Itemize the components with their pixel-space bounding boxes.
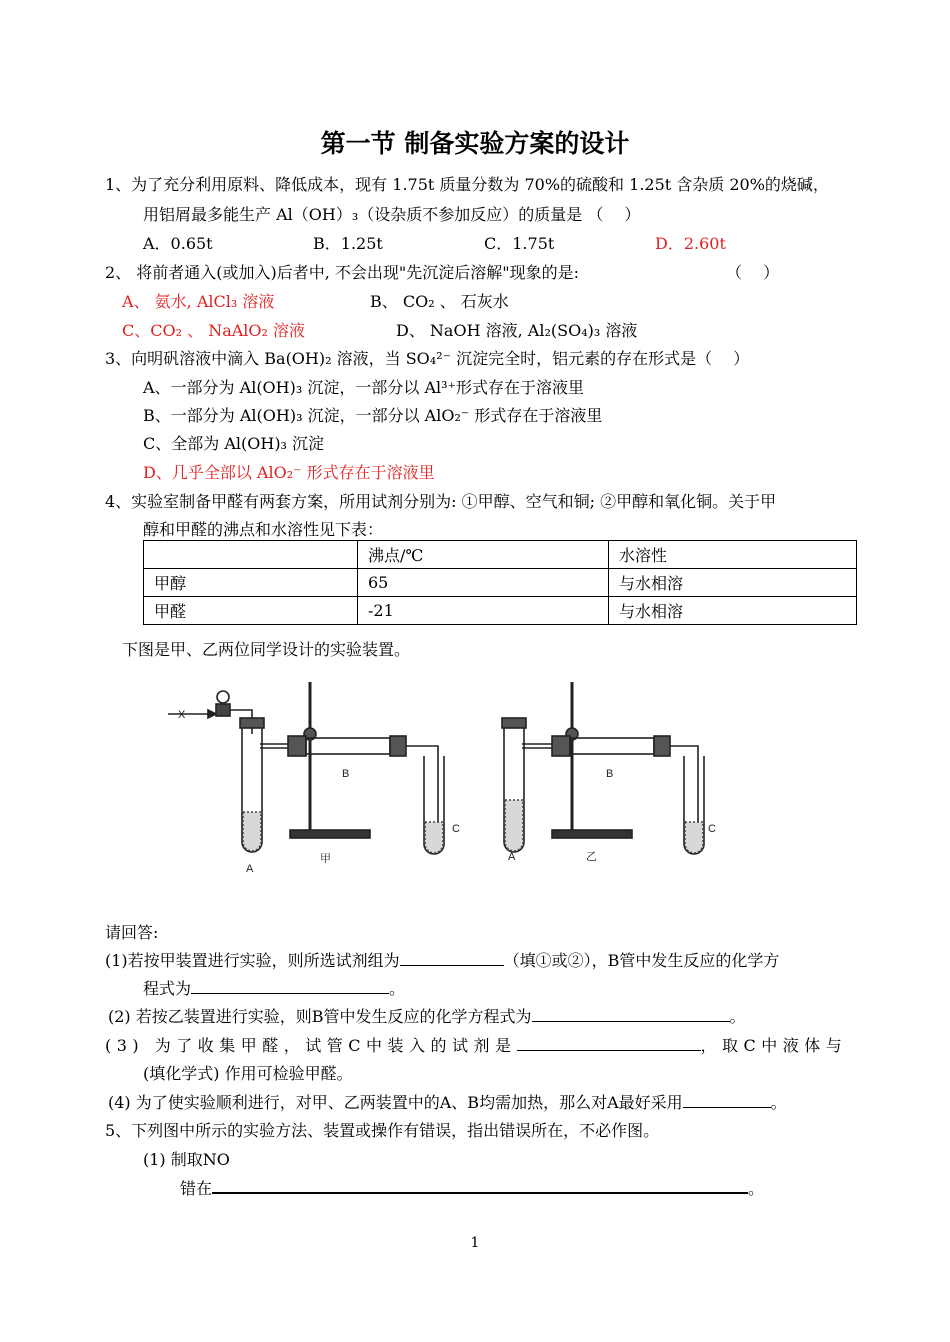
q4-sub3-text-b: ，取C中液体与 — [700, 1036, 848, 1055]
tube-b — [570, 738, 654, 754]
setup-yi — [502, 682, 716, 863]
q4-sub1-text-a: (1)若按甲装置进行实验，则所选试剂组为 — [105, 951, 400, 970]
answer-blank[interactable] — [532, 1005, 730, 1022]
q4-sub3-line1 — [105, 1033, 847, 1056]
table-cell: 甲醇 — [144, 569, 358, 597]
q2-stem: 2、 将前者通入(或加入)后者中, 不会出现"先沉淀后溶解"现象的是: — [105, 263, 580, 282]
q3-option-c: C、全部为 Al(OH)₃ 沉淀 — [143, 434, 325, 453]
tube-b-end-right — [390, 736, 406, 756]
q1-option-d: D．2.60t — [655, 234, 726, 253]
table-cell: 与水相溶 — [609, 597, 857, 625]
table-header-cell: 水溶性 — [609, 541, 857, 569]
q4-sub1-line1 — [105, 948, 779, 971]
q4-sub3-text-a: (3) 为了收集甲醛，试管C中装入的试剂是 — [105, 1036, 517, 1055]
q1-line1: 1、为了充分利用原料、降低成本，现有 1.75t 质量分数为 70%的硫酸和 1.25t 含杂质 20%的烧碱， — [105, 175, 829, 194]
apparatus-diagram — [160, 672, 720, 877]
diagram-label-jia: 甲 — [320, 853, 331, 865]
q3-option-b: B、一部分为 Al(OH)₃ 沉淀，一部分以 AlO₂⁻ 形式存在于溶液里 — [143, 406, 603, 425]
table-header-cell: 沸点/℃ — [358, 541, 609, 569]
q4-after-table: 下图是甲、乙两位同学设计的实验装置。 — [122, 640, 411, 659]
table-row — [144, 597, 857, 625]
table-row — [144, 569, 857, 597]
q2-option-b: B、 CO₂ 、 石灰水 — [370, 292, 509, 311]
table-cell: 与水相溶 — [609, 569, 857, 597]
answer-blank[interactable] — [400, 949, 504, 966]
q5-error-end: 。 — [748, 1179, 765, 1198]
diagram-label-a1: A — [246, 863, 254, 875]
diagram-label-x: X — [178, 709, 186, 721]
liquid-c — [685, 822, 703, 853]
answer-blank[interactable] — [212, 1176, 748, 1194]
q1-option-b: B．1.25t — [313, 234, 383, 253]
q5-sub1: (1) 制取NO — [143, 1150, 230, 1169]
q2-option-d: D、 NaOH 溶液, Al₂(SO₄)₃ 溶液 — [396, 321, 638, 340]
diagram-label-c2: C — [708, 823, 716, 835]
valve-knob — [217, 691, 229, 703]
q4-sub4-end: 。 — [770, 1093, 787, 1112]
q4-sub4 — [108, 1090, 787, 1113]
stopper-a — [240, 718, 264, 728]
tube-b — [306, 738, 390, 754]
stand-base — [552, 830, 632, 838]
q1-option-c: C．1.75t — [484, 234, 555, 253]
q2-paren: （ ） — [726, 263, 780, 282]
tube-b-end-left — [288, 736, 306, 756]
q4-sub3-line2: (填化学式) 作用可检验甲醛。 — [143, 1064, 353, 1083]
stopper-a — [502, 718, 526, 728]
outlet-tube — [406, 746, 438, 822]
inlet-valve — [216, 704, 230, 716]
q1-option-a: A．0.65t — [143, 234, 213, 253]
tube-b-end-right — [654, 736, 670, 756]
stand-base — [290, 830, 370, 838]
q2-option-a: A、 氨水, AlCl₃ 溶液 — [122, 292, 275, 311]
diagram-label-yi: 乙 — [586, 851, 597, 863]
diagram-label-b1: B — [342, 768, 350, 780]
q4-sub1-text-c: 程式为 — [143, 979, 192, 998]
page-title: 第一节 制备实验方案的设计 — [320, 129, 630, 158]
property-table — [143, 540, 857, 625]
q5-stem: 5、下列图中所示的实验方法、装置或操作有错误，指出错误所在，不必作图。 — [105, 1121, 660, 1140]
table-cell: 65 — [358, 569, 609, 597]
table-header-row — [144, 541, 857, 569]
q4-line1: 4、实验室制备甲醛有两套方案，所用试剂分别为: ①甲醇、空气和铜; ②甲醇和氧化铜。关于甲 — [105, 492, 777, 511]
q3-option-d: D、几乎全部以 AlO₂⁻ 形式存在于溶液里 — [143, 463, 435, 482]
q4-sub1-line2 — [143, 976, 405, 999]
setup-jia — [168, 682, 460, 875]
liquid-c — [425, 822, 443, 853]
liquid-a — [243, 812, 261, 851]
q3-stem: 3、向明矾溶液中滴入 Ba(OH)₂ 溶液，当 SO₄²⁻ 沉淀完全时，铝元素的存在形式是（ ） — [105, 349, 750, 368]
page-number: 1 — [470, 1235, 480, 1251]
q4-sub2-text: (2) 若按乙装置进行实验，则B管中发生反应的化学方程式为 — [108, 1007, 532, 1026]
table-cell: 甲醛 — [144, 597, 358, 625]
q5-error-label: 错在 — [180, 1179, 213, 1198]
arrow-head — [208, 710, 216, 718]
answer-prompt: 请回答: — [105, 923, 159, 942]
q5-error-line — [180, 1176, 764, 1199]
q1-line2: 用铝屑最多能生产 Al（OH）₃（设杂质不参加反应）的质量是 （ ） — [143, 205, 641, 224]
liquid-a — [505, 800, 523, 851]
diagram-label-b2: B — [606, 768, 614, 780]
q4-sub1-end: 。 — [389, 979, 406, 998]
q4-sub4-text: (4) 为了使实验顺利进行，对甲、乙两装置中的A、B均需加热，那么对A最好采用 — [108, 1093, 683, 1112]
table-header-cell — [144, 541, 358, 569]
answer-blank[interactable] — [191, 977, 389, 994]
diagram-label-c1: C — [452, 823, 460, 835]
table-cell: -21 — [358, 597, 609, 625]
q3-option-a: A、一部分为 Al(OH)₃ 沉淀，一部分以 Al³⁺形式存在于溶液里 — [143, 378, 584, 397]
q4-line2: 醇和甲醛的沸点和水溶性见下表： — [143, 520, 384, 539]
answer-blank[interactable] — [683, 1091, 771, 1108]
diagram-label-a2: A — [508, 851, 516, 863]
q4-sub2 — [108, 1004, 746, 1027]
q4-sub1-text-b: （填①或②），B管中发生反应的化学方 — [503, 951, 780, 970]
tube-b-end-left — [552, 736, 570, 756]
answer-blank[interactable] — [517, 1034, 701, 1051]
q4-sub2-end: 。 — [729, 1007, 746, 1026]
q2-option-c: C、CO₂ 、 NaAlO₂ 溶液 — [122, 321, 306, 340]
